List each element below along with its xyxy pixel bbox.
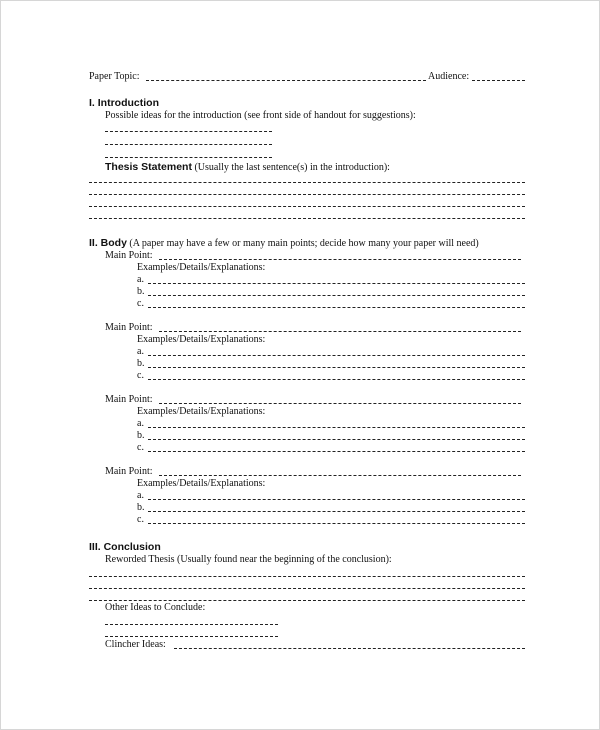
other-idea-line[interactable] bbox=[105, 636, 278, 637]
thesis-line[interactable] bbox=[89, 218, 525, 219]
item-label-b: b. bbox=[137, 358, 145, 369]
example-line[interactable] bbox=[148, 307, 525, 308]
example-line[interactable] bbox=[148, 427, 525, 428]
main-point-line[interactable] bbox=[159, 475, 521, 476]
main-point-label: Main Point: bbox=[105, 466, 153, 477]
example-line[interactable] bbox=[148, 451, 525, 452]
example-line[interactable] bbox=[148, 283, 525, 284]
examples-label: Examples/Details/Explanations: bbox=[137, 406, 266, 417]
main-point-label: Main Point: bbox=[105, 394, 153, 405]
item-label-a: a. bbox=[137, 346, 144, 357]
example-line[interactable] bbox=[148, 499, 525, 500]
other-idea-line[interactable] bbox=[105, 624, 278, 625]
main-point-line[interactable] bbox=[159, 403, 521, 404]
thesis-line[interactable] bbox=[89, 182, 525, 183]
example-line[interactable] bbox=[148, 439, 525, 440]
paper-topic-label: Paper Topic: bbox=[89, 71, 140, 82]
intro-idea-line[interactable] bbox=[105, 131, 272, 132]
item-label-b: b. bbox=[137, 502, 145, 513]
reworded-thesis-prompt: Reworded Thesis (Usually found near the beginning of the conclusion): bbox=[105, 554, 392, 565]
main-point-label: Main Point: bbox=[105, 250, 153, 261]
item-label-b: b. bbox=[137, 430, 145, 441]
thesis-line[interactable] bbox=[89, 206, 525, 207]
introduction-heading: I. Introduction bbox=[89, 97, 159, 109]
other-ideas-label: Other Ideas to Conclude: bbox=[105, 602, 206, 613]
thesis-line[interactable] bbox=[89, 194, 525, 195]
reworded-thesis-line[interactable] bbox=[89, 600, 525, 601]
item-label-c: c. bbox=[137, 442, 144, 453]
example-line[interactable] bbox=[148, 523, 525, 524]
intro-idea-line[interactable] bbox=[105, 144, 272, 145]
item-label-a: a. bbox=[137, 490, 144, 501]
body-heading: II. Body bbox=[89, 237, 127, 249]
example-line[interactable] bbox=[148, 355, 525, 356]
item-label-a: a. bbox=[137, 418, 144, 429]
examples-label: Examples/Details/Explanations: bbox=[137, 262, 266, 273]
conclusion-heading: III. Conclusion bbox=[89, 541, 161, 553]
thesis-statement-note: (Usually the last sentence(s) in the introduction): bbox=[191, 162, 390, 173]
thesis-statement-prompt bbox=[105, 161, 390, 174]
audience-label: Audience: bbox=[428, 71, 470, 82]
introduction-ideas-prompt: Possible ideas for the introduction (see front side of handout for suggestions): bbox=[105, 110, 416, 121]
intro-idea-line[interactable] bbox=[105, 157, 272, 158]
item-label-a: a. bbox=[137, 274, 144, 285]
main-point-label: Main Point: bbox=[105, 322, 153, 333]
body-note: (A paper may have a few or many main points; decide how many your paper will need) bbox=[126, 238, 479, 249]
item-label-c: c. bbox=[137, 370, 144, 381]
reworded-thesis-line[interactable] bbox=[89, 588, 525, 589]
item-label-c: c. bbox=[137, 514, 144, 525]
clincher-line[interactable] bbox=[174, 648, 525, 649]
thesis-statement-heading: Thesis Statement bbox=[105, 161, 192, 173]
reworded-thesis-line[interactable] bbox=[89, 576, 525, 577]
example-line[interactable] bbox=[148, 511, 525, 512]
paper-topic-line[interactable] bbox=[146, 80, 426, 81]
example-line[interactable] bbox=[148, 367, 525, 368]
example-line[interactable] bbox=[148, 295, 525, 296]
main-point-line[interactable] bbox=[159, 331, 521, 332]
item-label-b: b. bbox=[137, 286, 145, 297]
audience-line[interactable] bbox=[472, 80, 525, 81]
example-line[interactable] bbox=[148, 379, 525, 380]
body-heading-line bbox=[89, 237, 479, 250]
item-label-c: c. bbox=[137, 298, 144, 309]
examples-label: Examples/Details/Explanations: bbox=[137, 478, 266, 489]
main-point-line[interactable] bbox=[159, 259, 521, 260]
clincher-label: Clincher Ideas: bbox=[105, 639, 166, 650]
examples-label: Examples/Details/Explanations: bbox=[137, 334, 266, 345]
